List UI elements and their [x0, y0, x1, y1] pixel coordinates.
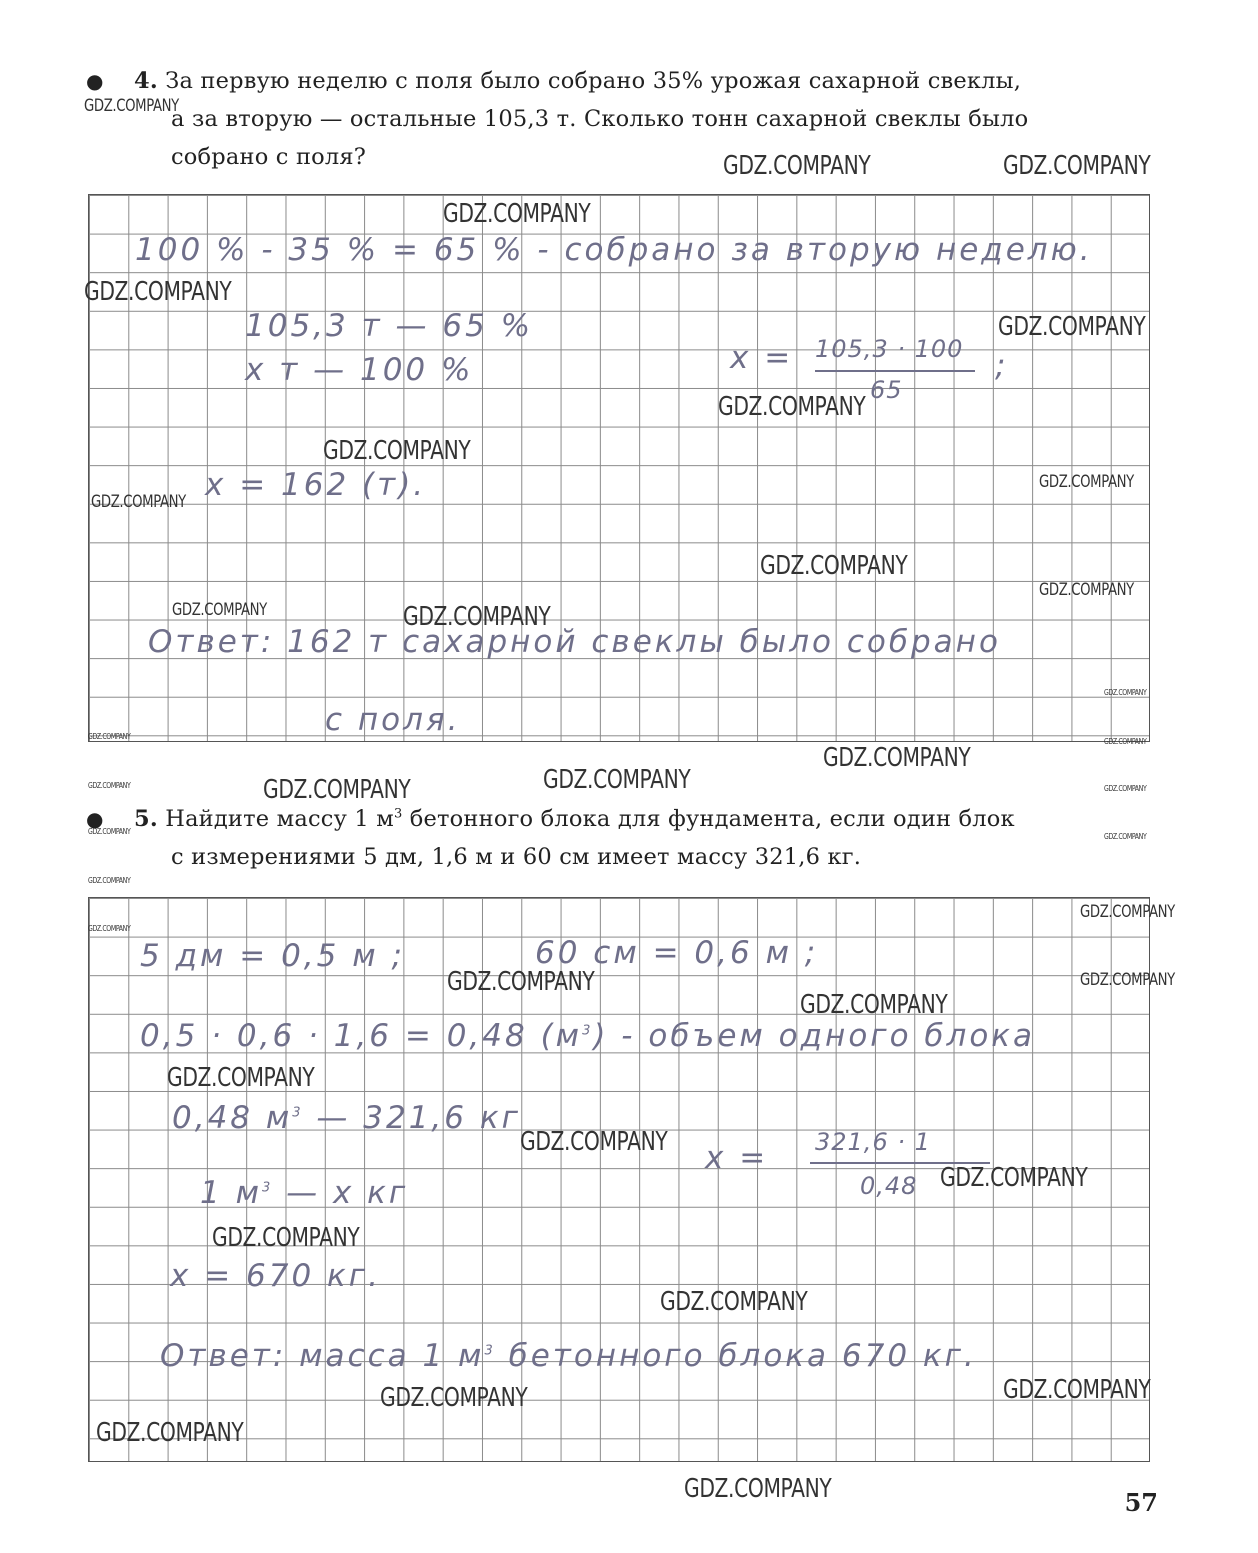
t4-x-semicolon: ;	[995, 348, 1009, 384]
task-5-line-2: с измерениями 5 дм, 1,6 м и 60 см имеет массу 321,6 кг.	[171, 844, 862, 870]
t5-prop1: 0,48 $м^3$ — 321,6 кг	[172, 1100, 521, 1136]
watermark: GDZ.COMPANY	[998, 312, 1146, 342]
watermark: GDZ.COMPANY	[323, 436, 471, 466]
watermark: GDZ.COMPANY	[800, 990, 948, 1020]
watermark: GDZ.COMPANY	[723, 151, 871, 181]
watermark: GDZ.COMPANY	[84, 96, 179, 116]
watermark: GDZ.COMPANY	[380, 1383, 528, 1413]
t5-conv2: 60 см = 0,6 м ;	[535, 935, 819, 971]
watermark: GDZ.COMPANY	[520, 1127, 668, 1157]
watermark: GDZ.COMPANY	[1080, 970, 1175, 990]
watermark: GDZ.COMPANY	[88, 876, 131, 885]
task-4-line-3: собрано с поля?	[171, 144, 367, 170]
t4-x-den: 65	[870, 376, 903, 404]
bullet-icon: ●	[86, 69, 104, 93]
t5-prop2: 1 $м^3$ — х кг	[200, 1175, 409, 1211]
watermark: GDZ.COMPANY	[660, 1287, 808, 1317]
watermark: GDZ.COMPANY	[403, 602, 551, 632]
t4-answer-1: Ответ: 162 т сахарной свеклы было собрано	[148, 624, 1001, 660]
watermark: GDZ.COMPANY	[823, 743, 971, 773]
t4-x-eq: х =	[730, 340, 794, 376]
task-5-statement	[86, 800, 1156, 876]
t4-fraction-line	[815, 370, 975, 372]
watermark: GDZ.COMPANY	[263, 775, 411, 805]
watermark: GDZ.COMPANY	[1104, 737, 1147, 746]
t4-step1: 100 % - 35 % = 65 % - собрано за вторую неделю.	[135, 232, 1093, 268]
watermark: GDZ.COMPANY	[1104, 832, 1147, 841]
watermark: GDZ.COMPANY	[1104, 688, 1147, 697]
watermark: GDZ.COMPANY	[684, 1474, 832, 1504]
watermark: GDZ.COMPANY	[96, 1418, 244, 1448]
watermark: GDZ.COMPANY	[88, 781, 131, 790]
t4-prop2: х т — 100 %	[245, 352, 474, 388]
watermark: GDZ.COMPANY	[88, 827, 131, 836]
watermark: GDZ.COMPANY	[447, 967, 595, 997]
t4-answer-2: с поля.	[325, 702, 461, 738]
task-4-statement	[86, 62, 1156, 176]
watermark: GDZ.COMPANY	[1003, 151, 1151, 181]
watermark: GDZ.COMPANY	[88, 732, 131, 741]
watermark: GDZ.COMPANY	[543, 765, 691, 795]
page-number: 57	[1124, 1488, 1158, 1517]
task-4-line-2: а за вторую — остальные 105,3 т. Сколько тонн сахарной свеклы было	[171, 106, 1029, 132]
watermark: GDZ.COMPANY	[760, 551, 908, 581]
t5-x-eq: х =	[705, 1140, 769, 1176]
watermark: GDZ.COMPANY	[91, 492, 186, 512]
task-5-line-1: 5. Найдите массу 1 $м^3$ бетонного блока для фундамента, если один блок	[134, 806, 1015, 832]
watermark: GDZ.COMPANY	[443, 199, 591, 229]
t5-x-den: 0,48	[860, 1172, 918, 1200]
task-4-line-1: 4. За первую неделю с поля было собрано 35% урожая сахарной свеклы,	[134, 68, 1022, 94]
watermark: GDZ.COMPANY	[1003, 1375, 1151, 1405]
watermark: GDZ.COMPANY	[84, 277, 232, 307]
t4-prop1: 105,3 т — 65 %	[245, 308, 534, 344]
watermark: GDZ.COMPANY	[1039, 580, 1134, 600]
watermark: GDZ.COMPANY	[1039, 472, 1134, 492]
t5-answer: Ответ: масса 1 $м^3$ бетонного блока 670 кг.	[160, 1338, 977, 1374]
t5-volume: 0,5 · 0,6 · 1,6 = 0,48 $(м^3)$ - объем одного блока	[140, 1018, 1036, 1054]
task-4-number: 4.	[134, 68, 158, 94]
watermark: GDZ.COMPANY	[1104, 784, 1147, 793]
watermark: GDZ.COMPANY	[1080, 902, 1175, 922]
t5-x-num: 321,6 · 1	[815, 1128, 931, 1156]
t4-x-num: 105,3 · 100	[815, 335, 964, 363]
watermark: GDZ.COMPANY	[718, 392, 866, 422]
t5-result: х = 670 кг.	[170, 1258, 381, 1294]
bullet-icon: ●	[86, 807, 104, 831]
task-5-number: 5.	[134, 806, 158, 832]
watermark: GDZ.COMPANY	[167, 1063, 315, 1093]
watermark: GDZ.COMPANY	[212, 1223, 360, 1253]
watermark: GDZ.COMPANY	[940, 1163, 1088, 1193]
t4-result: х = 162 (т).	[205, 467, 427, 503]
t5-conv1: 5 дм = 0,5 м ;	[140, 938, 405, 974]
watermark: GDZ.COMPANY	[88, 924, 131, 933]
watermark: GDZ.COMPANY	[172, 600, 267, 620]
